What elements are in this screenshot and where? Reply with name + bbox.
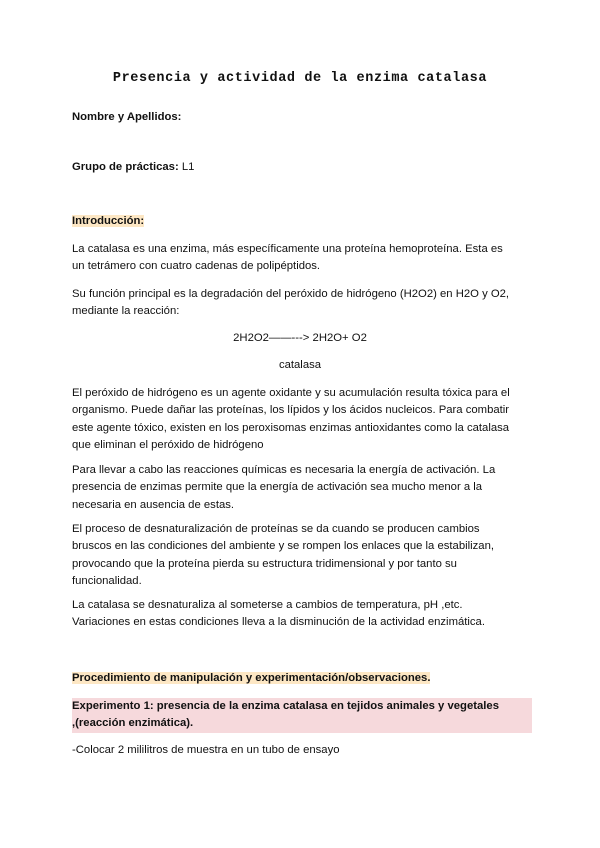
intro-paragraph-5 <box>72 521 532 591</box>
student-name-label: Nombre y Apellidos: <box>72 111 182 123</box>
practice-group-label: Grupo de prácticas: <box>72 161 179 173</box>
paragraph-line: organismo. Puede dañar las proteínas, los lípidos y los ácidos nucleicos. Para combatir <box>72 404 510 417</box>
paragraph-line: funcionalidad. <box>72 575 142 588</box>
paragraph-line: El proceso de desnaturalización de proteínas se da cuando se producen cambios <box>72 523 480 535</box>
paragraph-line: Variaciones en estas condiciones lleva a la disminución de la actividad enzimática. <box>72 616 485 629</box>
paragraph-line: que eliminan el peróxido de hidrógeno <box>72 439 264 452</box>
practice-group-value: L1 <box>181 161 195 173</box>
paragraph-line: necesaria en ausencia de estas. <box>72 498 235 511</box>
practice-group <box>72 159 194 176</box>
paragraph-line: La catalasa es una enzima, más específicamente una proteína hemoproteína. Esta es <box>72 243 503 255</box>
paragraph-line: presencia de enzimas permite que la energía de activación sea mucho menor a la <box>72 481 483 494</box>
paragraph-line: bruscos en las condiciones del ambiente y se rompen los enlaces que la estabilizan, <box>72 540 494 553</box>
experiment-1-heading-line: ,(reacción enzimática). <box>72 715 532 732</box>
intro-paragraph-2 <box>72 286 532 321</box>
paragraph-line: La catalasa se desnaturaliza al someterse a cambios de temperatura, pH ,etc. <box>72 599 463 611</box>
paragraph-line: mediante la reacción: <box>72 305 180 318</box>
intro-heading <box>72 213 144 230</box>
intro-paragraph-4 <box>72 462 532 514</box>
document-title: Presencia y actividad de la enzima catalasa <box>112 71 488 86</box>
paragraph-line: un tetrámero con cuatro cadenas de polipéptidos. <box>72 260 321 273</box>
reaction-catalyst: catalasa <box>278 359 322 371</box>
intro-paragraph-3 <box>72 385 532 455</box>
intro-paragraph-1 <box>72 241 532 276</box>
paragraph-line: El peróxido de hidrógeno es un agente oxidante y su acumulación resulta tóxica para el <box>72 387 510 399</box>
paragraph-line: Para llevar a cabo las reacciones químicas es necesaria la energía de activación. La <box>72 464 496 476</box>
intro-heading-text: Introducción: <box>72 215 145 227</box>
experiment-1-heading-line: Experimento 1: presencia de la enzima catalasa en tejidos animales y vegetales <box>72 698 532 715</box>
experiment-1-heading <box>72 698 532 733</box>
paragraph-line: este agente tóxico, existen en los peroxisomas enzimas antioxidantes como la catalasa <box>72 421 510 434</box>
procedure-heading <box>72 670 430 687</box>
procedure-heading-text: Procedimiento de manipulación y experimentación/observaciones. <box>72 672 431 684</box>
paragraph-line: Su función principal es la degradación del peróxido de hidrógeno (H2O2) en H2O y O2, <box>72 288 510 300</box>
paragraph-line: provocando que la proteína pierda su estructura tridimensional y por tanto su <box>72 557 457 570</box>
intro-paragraph-6 <box>72 597 532 632</box>
reaction-equation: 2H2O2——---> 2H2O+ O2 <box>233 332 367 344</box>
procedure-step-1: -Colocar 2 mililitros de muestra en un tubo de ensayo <box>72 744 340 756</box>
